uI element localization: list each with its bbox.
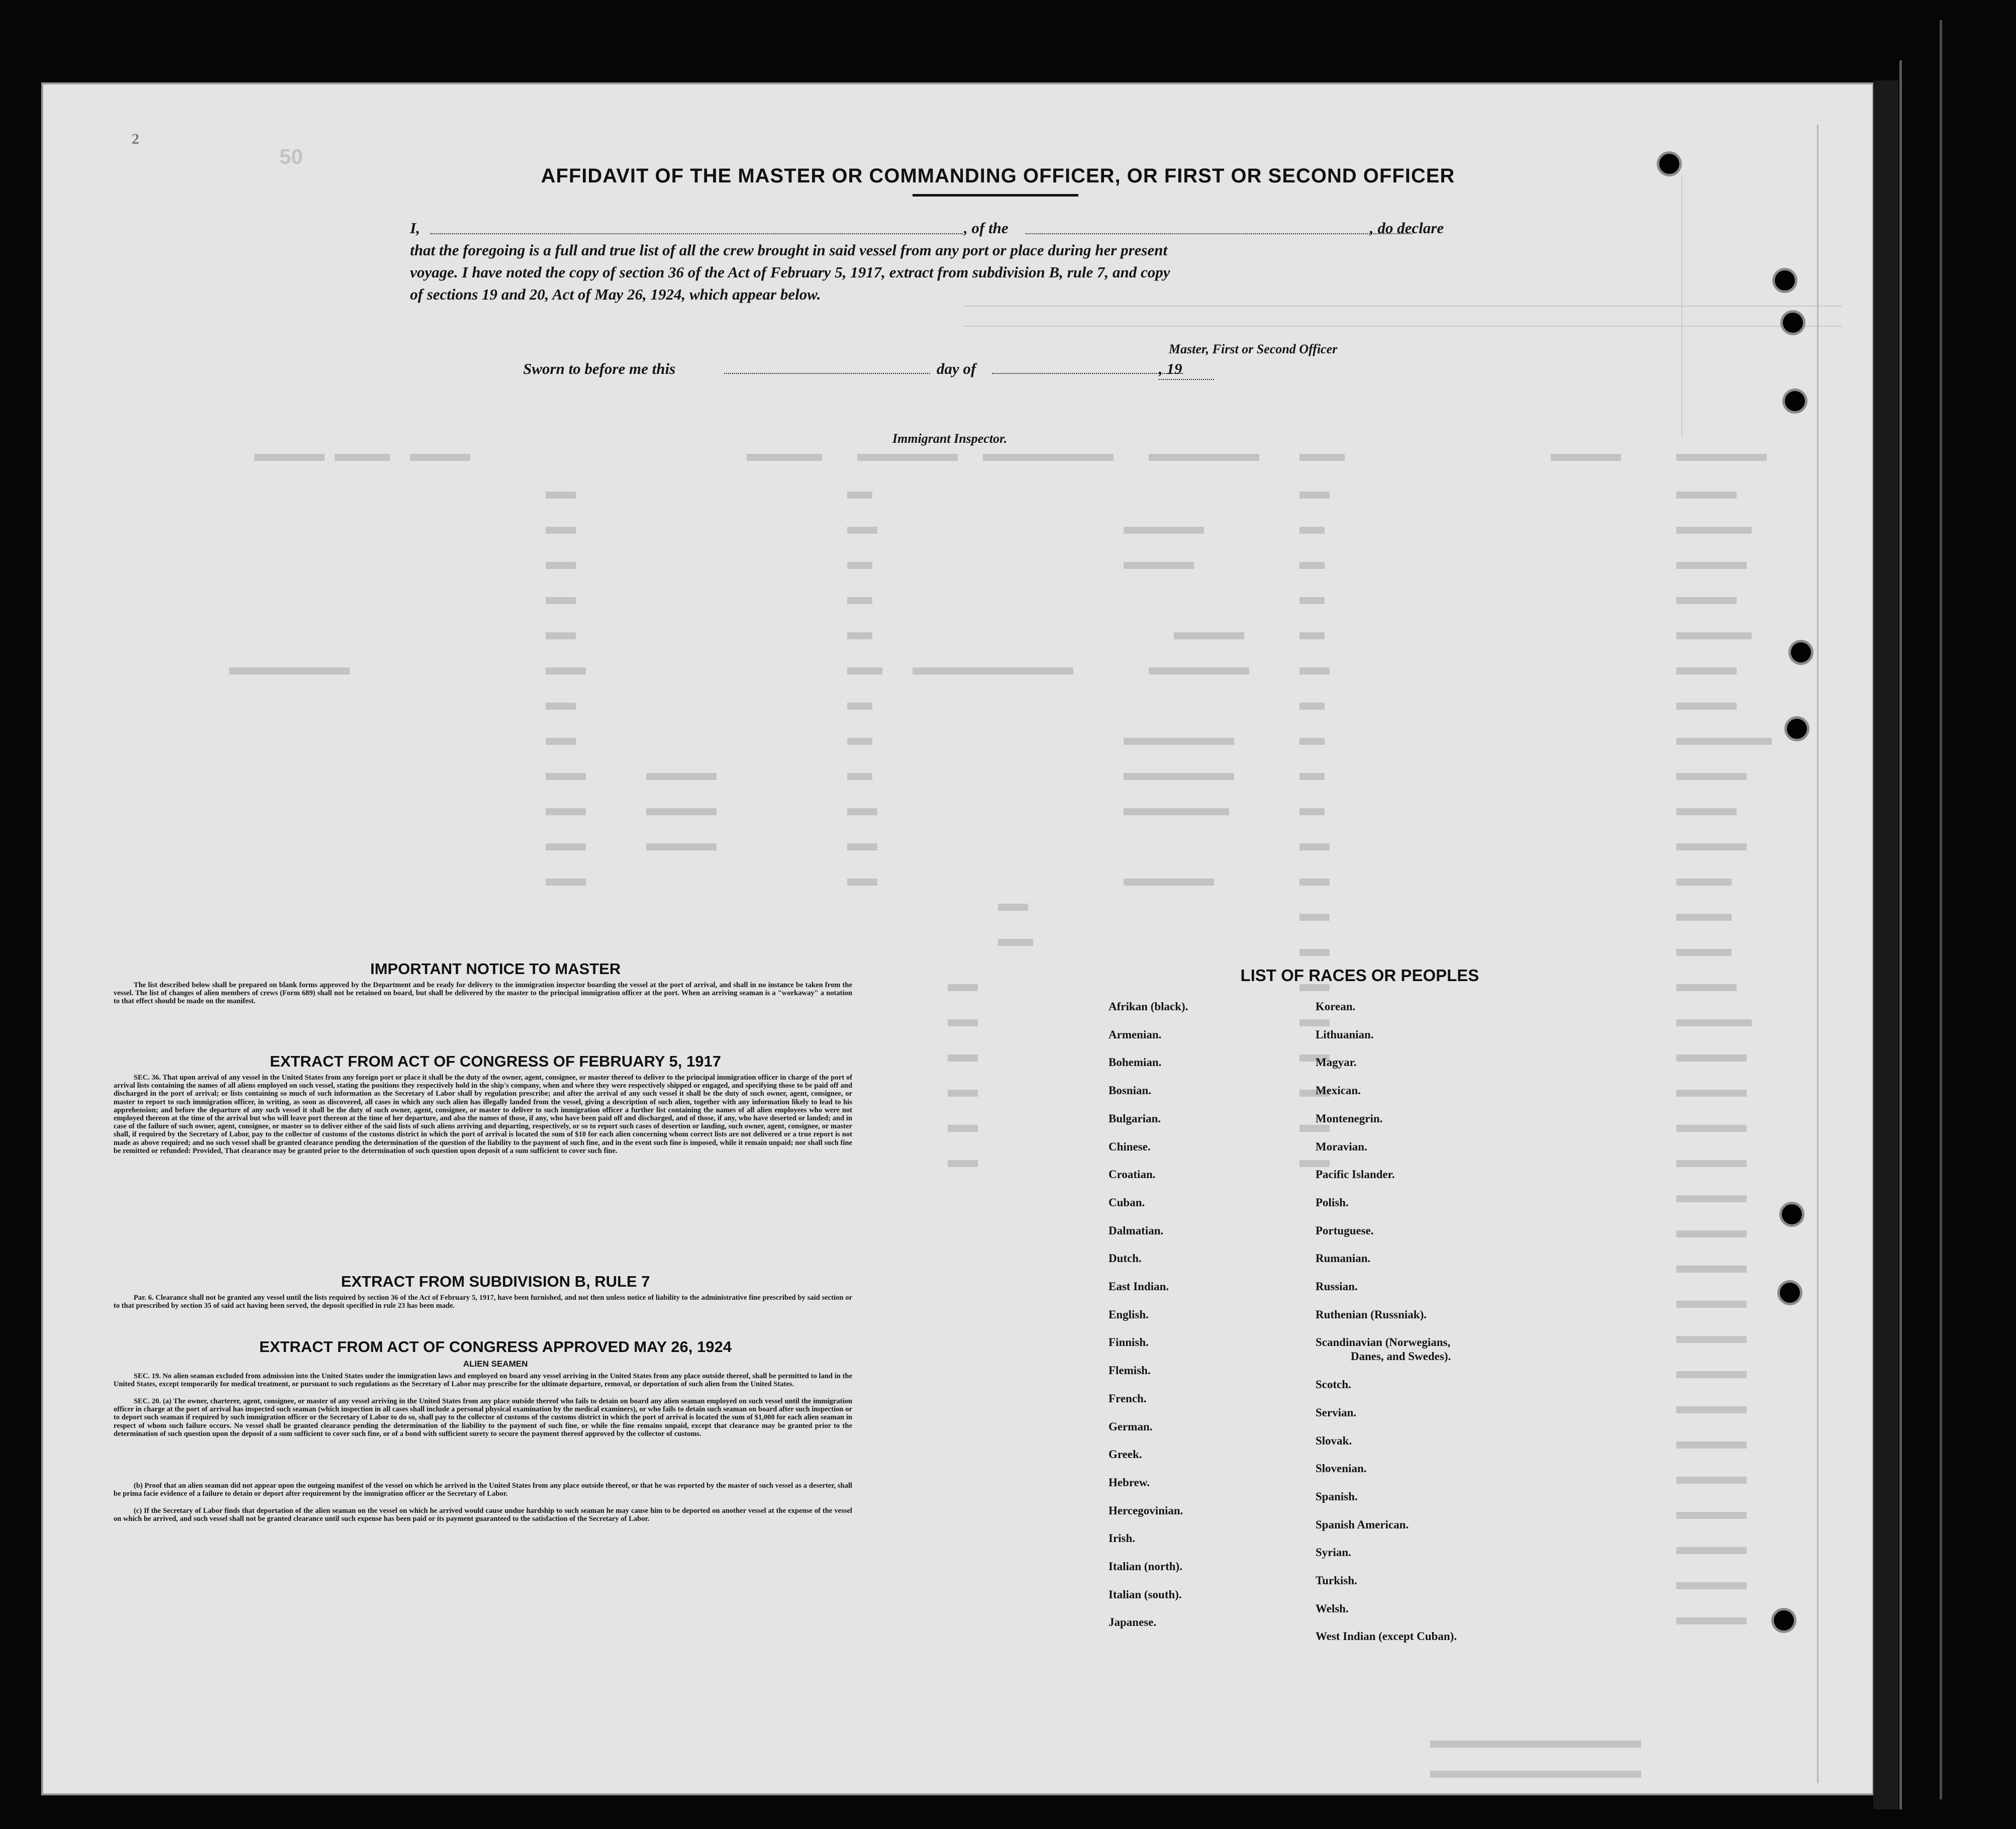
- sheet-stack-edge: [1873, 80, 1898, 1809]
- race-item: Servian.: [1316, 1406, 1357, 1419]
- master-name-blank[interactable]: [430, 233, 963, 234]
- races-title: LIST OF RACES OR PEOPLES: [1240, 966, 1479, 985]
- race-item: Danes, and Swedes).: [1351, 1350, 1451, 1363]
- race-item: German.: [1108, 1420, 1153, 1433]
- affidavit-line3: voyage. I have noted the copy of section 36 of the Act of February 5, 1917, extract from subdivision B, rule 7, and copy: [410, 263, 1170, 281]
- race-item: Greek.: [1108, 1448, 1142, 1461]
- affidavit-line1-end: , do declare: [1370, 219, 1444, 237]
- notice-text: The list described below shall be prepared on blank forms approved by the Department and be ready for delivery to the immigration inspector boarding the vessel at the port of arrival, and shall in no instance be taken from the vessel. The list of changes of alien members of crews (Form 689) shall not be retained on board, but shall be delivered by the master to the principal immigration officer at the port. When an arriving seaman is a "workaway" a notation to that effect should be made on the manifest.: [114, 981, 852, 1006]
- extract-1917-title: EXTRACT FROM ACT OF CONGRESS OF FEBRUARY 5, 1917: [270, 1052, 721, 1070]
- race-item: Japanese.: [1108, 1616, 1157, 1629]
- race-item: Hercegovinian.: [1108, 1504, 1183, 1517]
- binder-hole: [1787, 719, 1807, 739]
- vessel-name-blank[interactable]: [1026, 233, 1413, 234]
- race-item: Irish.: [1108, 1532, 1136, 1545]
- stack-line: [1899, 60, 1902, 1809]
- race-item: Polish.: [1316, 1196, 1349, 1209]
- sec-19-text: SEC. 19. No alien seaman excluded from admission into the United States under the immigration laws and employed on board any vessel arriving in the United States from any place outside thereof, shall be permitted to land in the United States, except temporarily for medical treatment, or pursuant to such regulations as the Secretary of Labor may prescribe for the ultimate departure, removal, or deportation of such alien from the United States.: [114, 1372, 852, 1389]
- race-item: Hebrew.: [1108, 1476, 1150, 1489]
- race-item: Pacific Islander.: [1316, 1168, 1395, 1181]
- subdivision-b-text: Par. 6. Clearance shall not be granted any vessel until the lists required by section 36 of the Act of February 5, 1917, have been furnished, and not then unless notice of liability to the administrative fine prescribed by said section or to that prescribed by section 35 of said act having been served, the deposit specified in rule 23 has been made.: [114, 1294, 852, 1310]
- race-item: Russian.: [1316, 1280, 1358, 1293]
- race-item: Magyar.: [1316, 1056, 1357, 1069]
- race-item: Mexican.: [1316, 1084, 1361, 1097]
- affidavit-line1-mid: , of the: [964, 219, 1009, 237]
- race-item: Dalmatian.: [1108, 1224, 1164, 1237]
- race-item: Dutch.: [1108, 1252, 1142, 1265]
- race-item: Finnish.: [1108, 1336, 1149, 1349]
- race-item: Slovak.: [1316, 1434, 1352, 1447]
- race-item: Italian (south).: [1108, 1588, 1182, 1601]
- race-item: Rumanian.: [1316, 1252, 1371, 1265]
- notice-title: IMPORTANT NOTICE TO MASTER: [370, 960, 621, 978]
- race-item: Scandinavian (Norwegians,: [1316, 1336, 1451, 1349]
- bleed-through-area: [43, 84, 1872, 1793]
- race-item: Ruthenian (Russniak).: [1316, 1308, 1427, 1321]
- year-label: , 19: [1159, 360, 1182, 377]
- sworn-day-blank[interactable]: [724, 373, 930, 374]
- master-signature-label: Master, First or Second Officer: [1169, 342, 1338, 356]
- race-item: Korean.: [1316, 1000, 1356, 1013]
- inspector-label: Immigrant Inspector.: [892, 431, 1007, 446]
- race-item: Syrian.: [1316, 1546, 1351, 1559]
- sworn-label: Sworn to before me this: [523, 360, 676, 377]
- race-item: West Indian (except Cuban).: [1316, 1630, 1457, 1643]
- signature-line-blank[interactable]: [1159, 379, 1214, 380]
- binder-hole: [1783, 313, 1803, 333]
- binder-hole: [1785, 391, 1805, 411]
- race-item: French.: [1108, 1392, 1147, 1405]
- race-item: Lithuanian.: [1316, 1028, 1374, 1041]
- race-item: Croatian.: [1108, 1168, 1156, 1181]
- affidavit-line2: that the foregoing is a full and true list of all the crew brought in said vessel from any port or place during her present: [410, 241, 1168, 259]
- race-item: Spanish.: [1316, 1490, 1358, 1503]
- race-item: Moravian.: [1316, 1140, 1367, 1153]
- race-item: Scotch.: [1316, 1378, 1351, 1391]
- binder-hole: [1774, 1610, 1794, 1630]
- corner-mark: 2: [132, 131, 139, 147]
- race-item: Cuban.: [1108, 1196, 1145, 1209]
- race-item: Afrikan (black).: [1108, 1000, 1188, 1013]
- stack-line: [1940, 20, 1942, 1799]
- race-item: Portuguese.: [1316, 1224, 1374, 1237]
- race-item: English.: [1108, 1308, 1149, 1321]
- race-item: Turkish.: [1316, 1574, 1357, 1587]
- race-item: Italian (north).: [1108, 1560, 1182, 1573]
- binder-hole: [1780, 1283, 1800, 1303]
- race-item: Bohemian.: [1108, 1056, 1162, 1069]
- race-item: Slovenian.: [1316, 1462, 1367, 1475]
- binder-hole: [1775, 270, 1795, 291]
- binder-hole: [1791, 642, 1811, 662]
- affidavit-title: AFFIDAVIT OF THE MASTER OR COMMANDING OFFICER, OR FIRST OR SECOND OFFICER: [541, 165, 1455, 187]
- day-of-label: day of: [937, 360, 976, 377]
- affidavit-line4: of sections 19 and 20, Act of May 26, 1924, which appear below.: [410, 285, 821, 303]
- sec-20b-text: (b) Proof that an alien seaman did not appear upon the outgoing manifest of the vessel on which he arrived in the United States from any place outside thereof, or that he was reported by the master of such vessel as a deserter, shall be prima facie evidence of a failure to detain or deport after requirement by the immigration officer or the Secretary of Labor.: [114, 1482, 852, 1498]
- race-item: Spanish American.: [1316, 1518, 1409, 1531]
- extract-1924-subtitle: ALIEN SEAMEN: [463, 1359, 528, 1369]
- document-sheet: [43, 84, 1872, 1793]
- page-number: 50: [279, 145, 303, 168]
- race-item: East Indian.: [1108, 1280, 1169, 1293]
- bleed-through-texture: [43, 84, 1872, 1793]
- sworn-month-blank[interactable]: [992, 373, 1183, 374]
- race-item: Chinese.: [1108, 1140, 1151, 1153]
- race-item: Montenegrin.: [1316, 1112, 1383, 1125]
- race-item: Armenian.: [1108, 1028, 1162, 1041]
- race-item: Welsh.: [1316, 1602, 1349, 1615]
- binder-hole: [1782, 1204, 1802, 1224]
- race-item: Flemish.: [1108, 1364, 1151, 1377]
- title-underline: [913, 194, 1078, 197]
- race-item: Bosnian.: [1108, 1084, 1152, 1097]
- binder-hole: [1659, 154, 1679, 174]
- affidavit-line1-start: I,: [410, 219, 420, 237]
- subdivision-b-title: EXTRACT FROM SUBDIVISION B, RULE 7: [341, 1273, 650, 1290]
- extract-1924-title: EXTRACT FROM ACT OF CONGRESS APPROVED MAY 26, 1924: [259, 1338, 732, 1356]
- sec-20a-text: SEC. 20. (a) The owner, charterer, agent, consignee, or master of any vessel arriving in the United States from any place outside thereof who fails to detain on board any alien seaman employed on such vessel until the immigration officer in charge at the port of arrival has inspected such seaman (which inspection in all cases shall include a personal physical examination by the medical examiners), or who fails to detain such seaman on board after such inspection or to deport such seaman if required by such immigration officer or the Secretary of Labor to do so, shall pay to the collector of customs of the customs district in which the port of arrival is located the sum of $1,000 for each alien seaman in respect of whom such failure occurs. No vessel shall be granted clearance pending the determination of the liability to the payment of such fine, or while the fine remains unpaid, except that clearance may be granted prior to the determination of such question upon the deposit of a sum sufficient to cover such fine, or of a bond with sufficient surety to secure the payment thereof approved by the collector of customs.: [114, 1397, 852, 1438]
- sec-20c-text: (c) If the Secretary of Labor finds that deportation of the alien seaman on the vessel on which he arrived would cause undue hardship to such seaman he may cause him to be deported on another vessel at the expense of the vessel on which he arrived, and such vessel shall not be granted clearance until such expense has been paid or its payment guaranteed to the satisfaction of the Secretary of Labor.: [114, 1507, 852, 1523]
- race-item: Bulgarian.: [1108, 1112, 1161, 1125]
- extract-1917-text: SEC. 36. That upon arrival of any vessel in the United States from any foreign port or place it shall be the duty of the owner, agent, consignee, or master thereof to deliver to the principal immigration officer in charge of the port of arrival lists containing the names of all aliens employed on such vessel, stating the positions they respectively hold in the ship's company, when and where they were respectively shipped or engaged, and specifying those to be paid off and discharged in the port of arrival; or lists containing so much of such information as the Secretary of Labor shall by regulation prescribe; and after the arrival of any such vessel it shall be the duty of such owner, agent, consignee, or master to report to such immigration officer, in writing, as soon as discovered, all cases in which any such alien has illegally landed from the vessel, giving a description of such alien, together with any information likely to lead to his apprehension; and before the departure of any such vessel it shall be the duty of such owner, agent, consignee, or master to deliver to such immigration officer a further list containing the names of all alien employees who were not employed thereon at the time of the arrival but who will leave port thereon at the time of her departure, and also the names of those, if any, who have been paid off and discharged, and of those, if any, who have deserted or landed; and in case of the failure of such owner, agent, consignee, or master so to deliver either of the said lists of such aliens arriving and departing, respectively, or so to report such cases of desertion or landing, such owner, agent, consignee, or master shall, if required by the Secretary of Labor, pay to the collector of customs of the customs district in which the port of arrival is located the sum of $10 for each alien concerning whom correct lists are not delivered or a true report is not made as above required; and no such vessel shall be granted clearance pending the determination of the question of the liability to the payment of such fine, and in the event such fine is imposed, while it remain unpaid; nor shall such fine be remitted or refunded: Provided, That clearance may be granted prior to the determination of such question upon deposit of a sum sufficient to cover such fine.: [114, 1074, 852, 1155]
